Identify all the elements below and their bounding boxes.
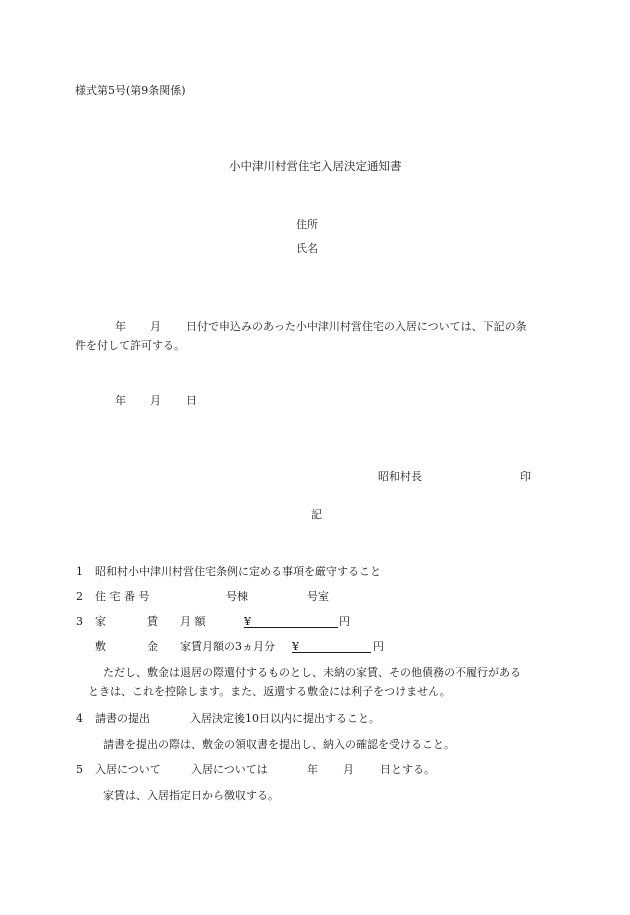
item5-note: 家賃は、入居指定日から徴収する。: [103, 789, 279, 802]
ki-heading: 記: [311, 508, 322, 521]
deposit-yen: ¥: [292, 640, 299, 653]
item2-number: 2: [76, 590, 83, 603]
body-text-line2: 件を付して許可する。: [75, 339, 185, 352]
deposit-en: 円: [373, 640, 384, 653]
deposit-label-a: 敷: [95, 640, 106, 653]
item5-text-a: 入居については: [191, 763, 268, 776]
body-year: 年: [115, 320, 126, 333]
item3-note-line2: ときは、これを控除します。また、返還する敷金には利子をつけません。: [88, 685, 451, 698]
seal-mark: 印: [520, 470, 531, 483]
item4-note: 請書を提出の際は、敷金の領収書を提出し、納入の確認を受けること。: [103, 738, 455, 751]
issuer-name: 昭和村長: [378, 470, 422, 483]
item3-en: 円: [339, 615, 350, 628]
document-title: 小中津川村営住宅入居決定通知書: [229, 159, 402, 173]
item4-number: 4: [76, 712, 83, 725]
item3-note-line1: ただし、敷金は退居の際還付するものとし、未納の家賃、その他債務の不履行がある: [103, 666, 521, 679]
item3-label-b: 賃: [147, 615, 158, 628]
item5-label: 入居について: [95, 763, 161, 776]
body-text-line1: 日付で申込みのあった小中津川村営住宅の入居については、下記の条: [186, 320, 527, 333]
deposit-label-b: 金: [147, 640, 158, 653]
item4-label: 請書の提出: [95, 712, 150, 725]
name-label: 氏名: [296, 242, 318, 255]
item1-text: 昭和村小中津川村営住宅条例に定める事項を厳守すること: [95, 565, 381, 578]
body-month: 月: [150, 320, 161, 333]
item3-amount-line: [244, 615, 338, 632]
item5-day-text: 日とする。: [380, 763, 435, 776]
form-label: 様式第5号(第9条関係): [75, 84, 186, 97]
deposit-desc: 家賃月額の3ヵ月分: [180, 640, 275, 653]
date-year: 年: [115, 394, 126, 407]
date-month: 月: [150, 394, 161, 407]
item3-label-a: 家: [95, 615, 106, 628]
date-day: 日: [186, 394, 197, 407]
item4-text: 入居決定後10日以内に提出すること。: [190, 712, 380, 725]
item1-number: 1: [76, 565, 83, 578]
item5-month: 月: [343, 763, 354, 776]
item3-monthly-label: 月 額: [180, 615, 206, 628]
deposit-amount-line: [292, 640, 371, 657]
address-label: 住所: [296, 218, 318, 231]
item3-number: 3: [76, 615, 83, 628]
item2-label: 住 宅 番 号: [95, 590, 150, 603]
item2-room: 号室: [307, 590, 329, 603]
item5-year: 年: [307, 763, 318, 776]
item5-number: 5: [76, 763, 83, 776]
item2-building: 号棟: [226, 590, 248, 603]
item3-yen: ¥: [244, 615, 251, 628]
